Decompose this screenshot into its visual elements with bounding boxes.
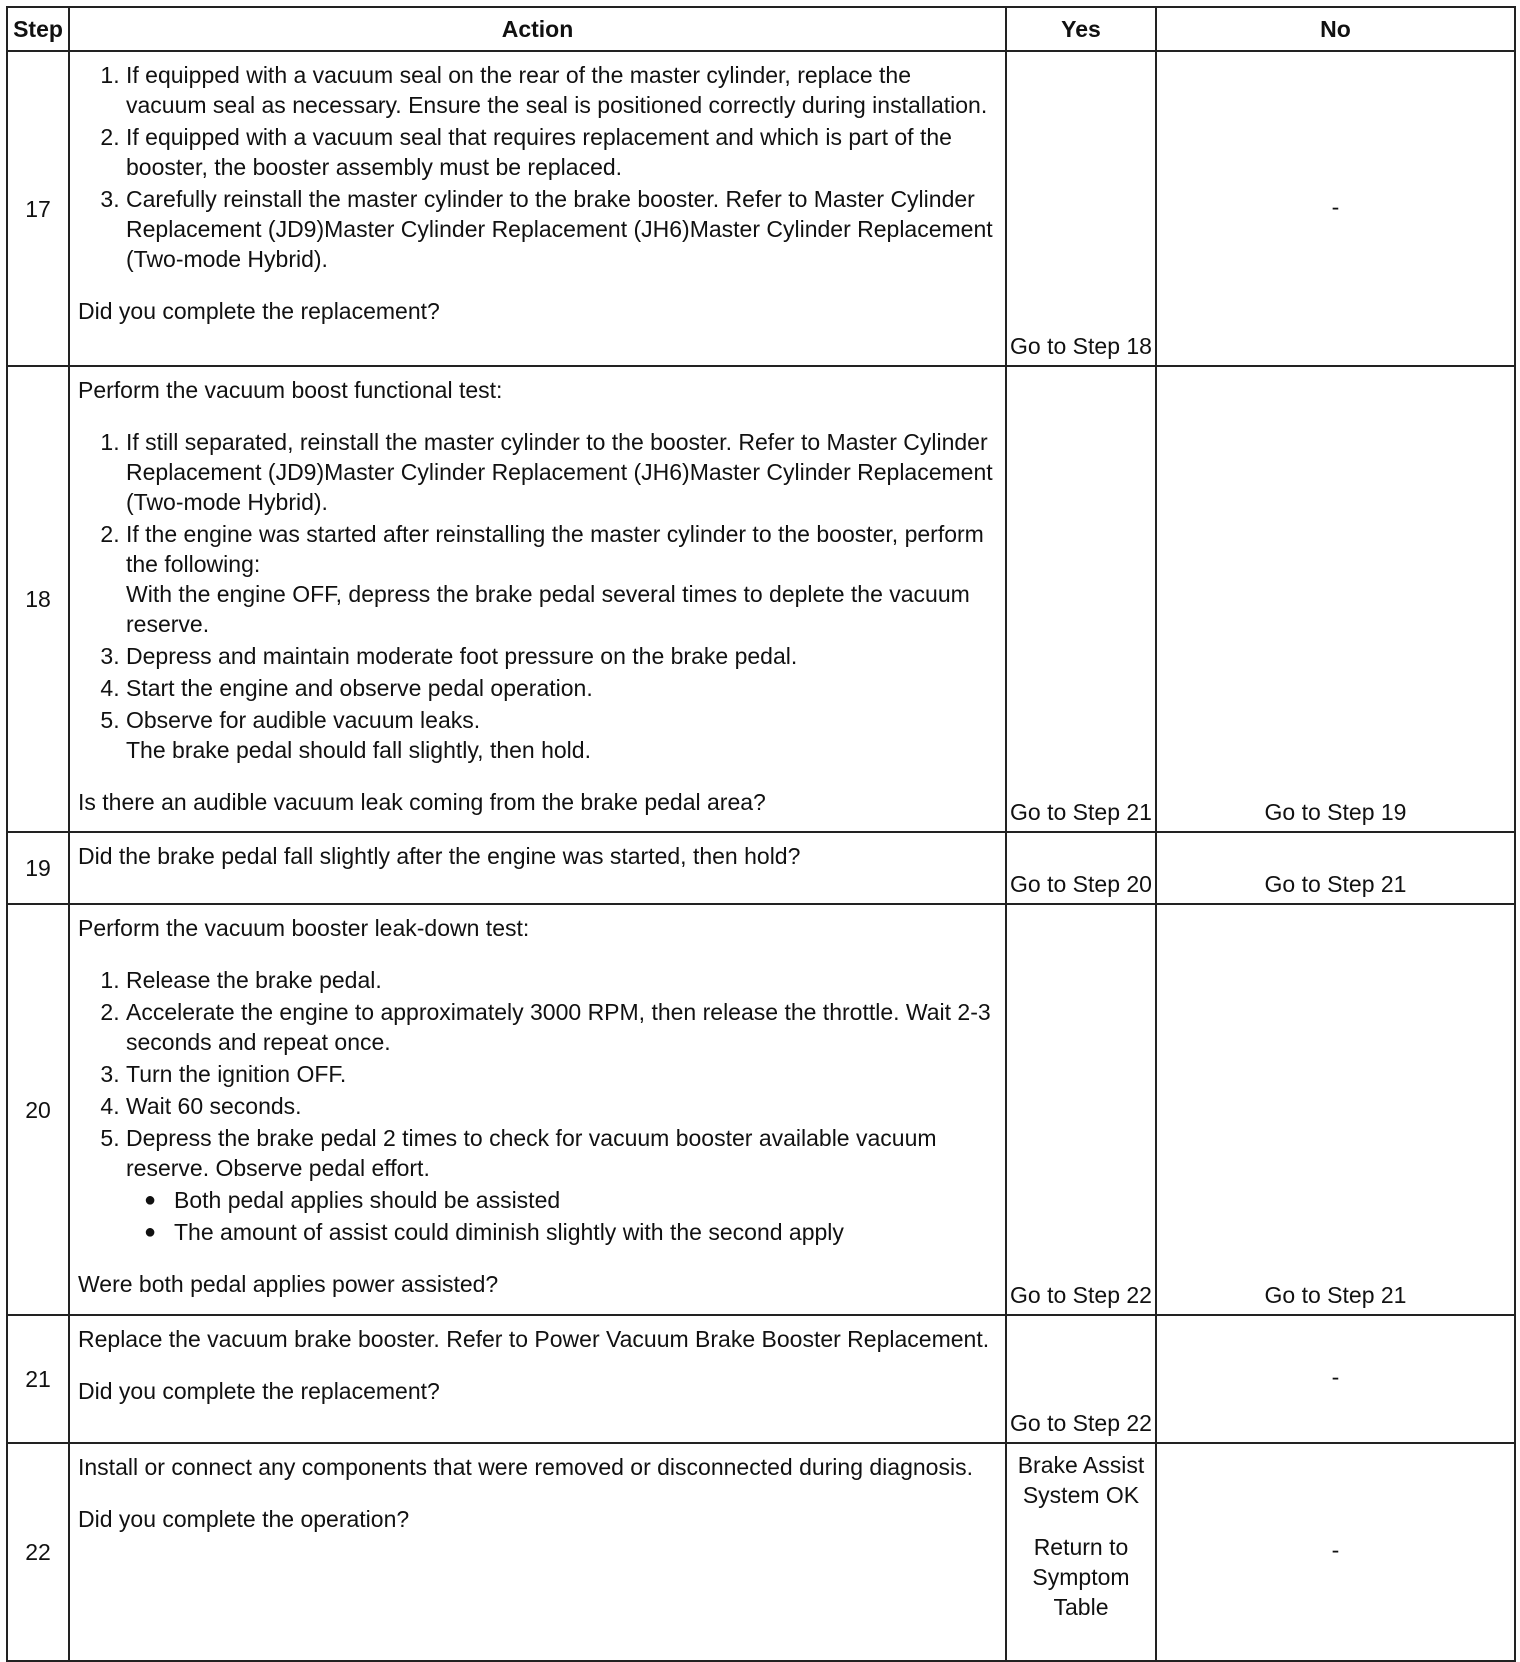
list-item: 4. Wait 60 seconds.: [126, 1091, 997, 1121]
step-number: 20: [7, 904, 69, 1315]
action-question: Is there an audible vacuum leak coming from the brake pedal area?: [78, 789, 766, 815]
no-cell: -: [1156, 1315, 1515, 1443]
action-cell: [69, 1443, 1006, 1661]
table-row: [7, 904, 1515, 1315]
header-action: Action: [69, 7, 1006, 51]
header-no: No: [1156, 7, 1515, 51]
list-item: [126, 1123, 997, 1247]
action-question: Did you complete the replacement?: [78, 1378, 440, 1404]
header-row: [7, 7, 1515, 51]
action-question: Did you complete the replacement?: [78, 298, 440, 324]
list-item: 4. Start the engine and observe pedal operation.: [126, 673, 997, 703]
bullet-item: ● Both pedal applies should be assisted: [174, 1185, 997, 1215]
list-item: 2. Accelerate the engine to approximately 3000 RPM, then release the throttle. Wait 2-3 seconds and repeat once.: [126, 997, 997, 1057]
action-list: [78, 965, 997, 1247]
header-step: Step: [7, 7, 69, 51]
bullet-item: ● The amount of assist could diminish slightly with the second apply: [174, 1217, 997, 1247]
list-item-text: Observe for audible vacuum leaks.: [126, 707, 481, 733]
list-item: [126, 705, 997, 765]
action-cell: [69, 832, 1006, 904]
list-item: [126, 519, 997, 639]
action-intro: Perform the vacuum boost functional test:: [78, 377, 503, 403]
list-item: 1. Release the brake pedal.: [126, 965, 997, 995]
step-number: 22: [7, 1443, 69, 1661]
table-row: [7, 366, 1515, 832]
list-item-subtext: The brake pedal should fall slightly, then hold.: [126, 737, 591, 763]
yes-cell: Go to Step 21: [1006, 366, 1156, 832]
yes-cell: Go to Step 20: [1006, 832, 1156, 904]
action-question: Were both pedal applies power assisted?: [78, 1271, 499, 1297]
list-item: 1. If equipped with a vacuum seal on the rear of the master cylinder, replace the vacuum seal as necessary. Ensure the seal is positioned correctly during installation.: [126, 60, 997, 120]
step-number: 21: [7, 1315, 69, 1443]
yes-cell: Go to Step 22: [1006, 1315, 1156, 1443]
header-yes: Yes: [1006, 7, 1156, 51]
no-cell: Go to Step 19: [1156, 366, 1515, 832]
list-item: 3. Turn the ignition OFF.: [126, 1059, 997, 1089]
list-item: 3. Depress and maintain moderate foot pressure on the brake pedal.: [126, 641, 997, 671]
list-item: 2. If equipped with a vacuum seal that requires replacement and which is part of the booster, the booster assembly must be replaced.: [126, 122, 997, 182]
action-cell: [69, 904, 1006, 1315]
yes-cell: Go to Step 18: [1006, 51, 1156, 366]
yes-result: Brake Assist System OK: [1017, 1452, 1145, 1508]
action-list: [78, 60, 997, 274]
list-item: 1. If still separated, reinstall the master cylinder to the booster. Refer to Master Cylinder Replacement (JD9)Master Cylinder Replacement (JH6)Master Cylinder Replacement (Two-mode Hybrid).: [126, 427, 997, 517]
action-list: [78, 427, 997, 765]
action-cell: [69, 51, 1006, 366]
action-cell: [69, 1315, 1006, 1443]
table-row: [7, 1443, 1515, 1661]
table-row: [7, 51, 1515, 366]
yes-return: Return to Symptom Table: [1032, 1534, 1130, 1620]
diagnostic-table-container: [6, 6, 1514, 1662]
step-number: 19: [7, 832, 69, 904]
action-intro: Install or connect any components that were removed or disconnected during diagnosis.: [78, 1454, 973, 1480]
no-cell: Go to Step 21: [1156, 832, 1515, 904]
table-row: [7, 832, 1515, 904]
step-number: 17: [7, 51, 69, 366]
step-number: 18: [7, 366, 69, 832]
action-intro: Replace the vacuum brake booster. Refer to Power Vacuum Brake Booster Replacement.: [78, 1326, 990, 1352]
list-item-text: If the engine was started after reinstalling the master cylinder to the booster, perform the following:: [126, 521, 984, 577]
action-intro: Perform the vacuum booster leak-down test:: [78, 915, 530, 941]
list-item: 3. Carefully reinstall the master cylinder to the brake booster. Refer to Master Cylinder Replacement (JD9)Master Cylinder Replacement (JH6)Master Cylinder Replacement (Two-mode Hybrid).: [126, 184, 997, 274]
no-cell: -: [1156, 1443, 1515, 1661]
action-question: Did the brake pedal fall slightly after the engine was started, then hold?: [78, 843, 801, 869]
no-cell: -: [1156, 51, 1515, 366]
yes-cell: Go to Step 22: [1006, 904, 1156, 1315]
yes-cell: [1006, 1443, 1156, 1661]
list-item-subtext: With the engine OFF, depress the brake pedal several times to deplete the vacuum reserve.: [126, 581, 970, 637]
action-question: Did you complete the operation?: [78, 1506, 410, 1532]
no-cell: Go to Step 21: [1156, 904, 1515, 1315]
action-cell: [69, 366, 1006, 832]
table-row: [7, 1315, 1515, 1443]
bullet-list: [126, 1185, 997, 1247]
list-item-text: Depress the brake pedal 2 times to check for vacuum booster available vacuum reserve. Observe pedal effort.: [126, 1125, 937, 1181]
diagnostic-table: [6, 6, 1516, 1662]
